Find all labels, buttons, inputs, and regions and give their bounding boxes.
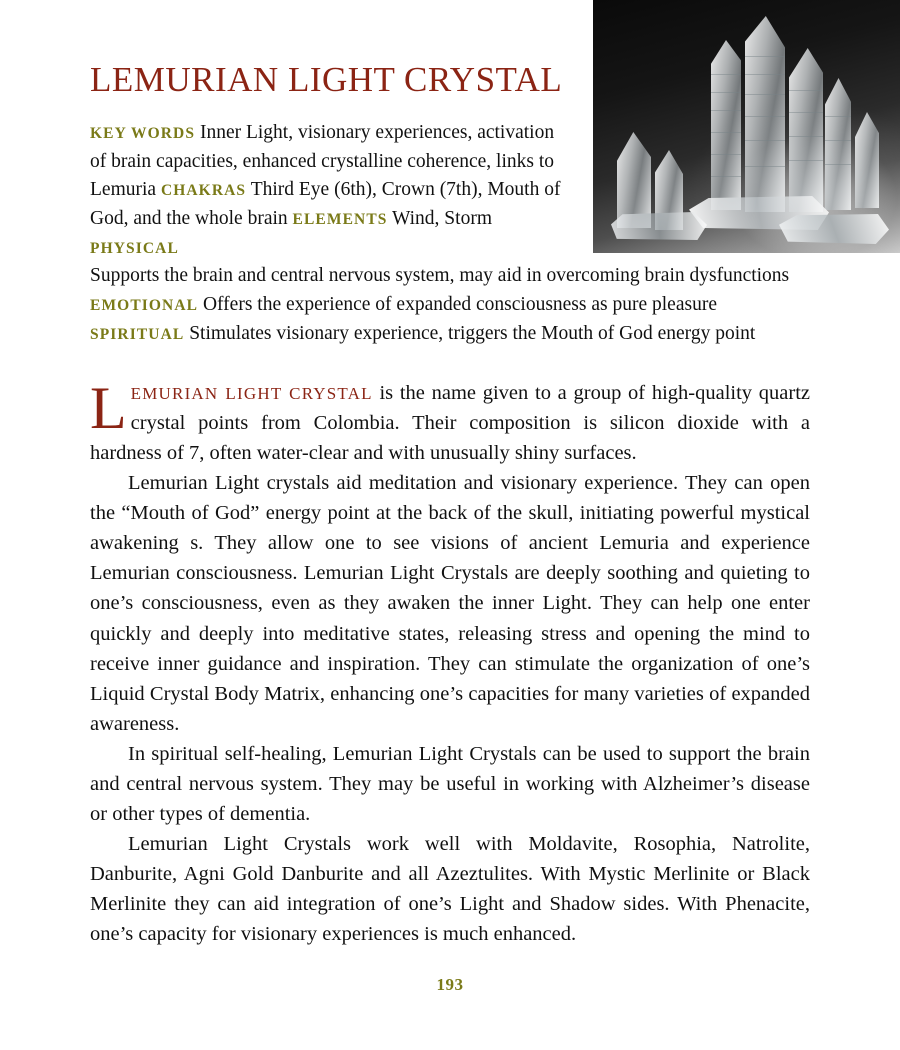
paragraph-1: [90, 375, 810, 468]
elements-label: ELEMENTS: [292, 210, 388, 228]
emotional-text: Offers the experience of expanded consciousness as pure pleasure: [202, 293, 717, 315]
crystal-point-icon: [825, 78, 851, 210]
emotional-label: EMOTIONAL: [90, 296, 199, 314]
body-text: [90, 375, 810, 949]
key-words-label: KEY WORDS: [90, 125, 196, 142]
paragraph-1-rest: is the name given to a group of high-quality quartz crystal points from Colombia. Their composition is silicon dioxide with a hardness of 7, often water-clear and with unusually shiny surfaces.: [90, 382, 810, 465]
page-title: LEMURIAN LIGHT CRYSTAL: [90, 60, 563, 99]
paragraph-4: Lemurian Light Crystals work well with Moldavite, Rosophia, Natrolite, Danburite, Agni Gold Danburite and all Azeztulites. With Mystic Merlinite or Black Merlinite they can aid integration of one’s Light and Shadow sides. With Phenacite, one’s capacity for visionary experiences is much enhanced.: [90, 832, 810, 945]
page-content: [90, 0, 810, 949]
spiritual-label: SPIRITUAL: [90, 325, 185, 343]
paragraph-3: In spiritual self-healing, Lemurian Light Crystals can be used to support the brain and central nervous system. They may be useful in working with Alzheimer’s disease or other types of dementia.: [90, 742, 810, 825]
keywords-block: [90, 119, 802, 348]
lead-smallcaps: EMURIAN LIGHT CRYSTAL: [130, 384, 373, 404]
physical-label: PHYSICAL: [90, 239, 179, 257]
drop-cap: L: [90, 375, 127, 442]
key-words-text: Inner Light, visionary experiences, activation of brain capacities, enhanced crystalline coherence, links to Lemuria: [90, 122, 555, 201]
elements-text: Wind, Storm: [392, 207, 492, 229]
chakras-label: CHAKRAS: [160, 182, 247, 200]
chakras-text: Third Eye (6th), Crown (7th), Mouth of God, and the whole brain: [90, 179, 561, 229]
physical-text: Supports the brain and central nervous system, may aid in overcoming brain dysfunctions: [90, 265, 790, 287]
spiritual-text: Stimulates visionary experience, triggers the Mouth of God energy point: [189, 322, 756, 344]
paragraph-2: Lemurian Light crystals aid meditation and visionary experience. They can open the “Mouth of God” energy point at the back of the skull, initiating powerful mystical awakening s. They allow one to see visions of ancient Lemuria and experience Lemurian consciousness. Lemurian Light Crystals are deeply soothing and quieting to one’s consciousness, even as they awaken the inner Light. They can help one enter quickly and deeply into meditative states, releasing stress and opening the mind to receive inner guidance and inspiration. They can stimulate the organization of one’s Liquid Crystal Body Matrix, enhancing one’s capacities for many varieties of expanded awareness.: [90, 472, 810, 735]
page-number: 193: [436, 975, 464, 994]
